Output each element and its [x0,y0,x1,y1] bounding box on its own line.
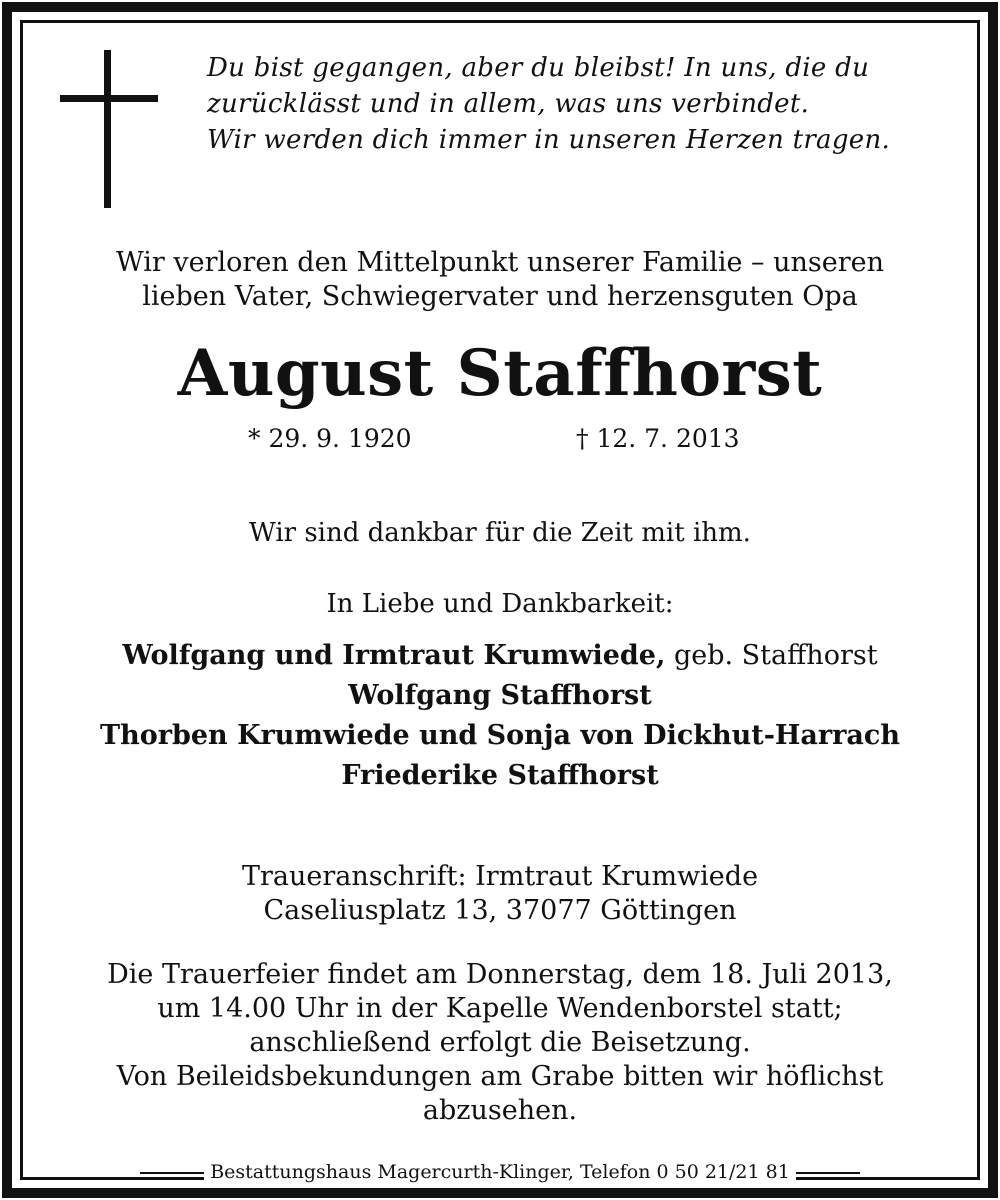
birth-date: * 29. 9. 1920 [248,424,412,453]
address-line: Traueranschrift: Irmtraut Krumwiede [241,861,759,892]
intro-text [40,246,960,314]
family-names: Wolfgang und Irmtraut Krumwiede, [122,640,666,671]
mourning-address [40,860,960,928]
family-line: Friederike Staffhorst [341,760,659,791]
cross-icon [60,50,160,210]
quote-line: Wir werden dich immer in unseren Herzen tragen. [207,125,891,155]
intro-line: Wir verloren den Mittelpunkt unserer Familie – unseren [116,247,884,278]
family-line: Wolfgang Staffhorst [348,680,652,711]
quote-line: zurücklässt und in allem, was uns verbindet. [207,89,810,119]
ceremony-line: anschließend erfolgt die Beisetzung. [249,1027,751,1058]
ceremony-line: Die Trauerfeier findet am Donnerstag, dem 18. Juli 2013, [107,959,893,990]
family-line [40,636,960,676]
ceremony-info [40,958,960,1128]
family-line: Thorben Krumwiede und Sonja von Dickhut-Harrach [100,720,900,751]
ceremony-line: um 14.00 Uhr in der Kapelle Wendenborstel statt; [157,993,843,1024]
death-date: † 12. 7. 2013 [576,424,740,453]
address-line: Caseliusplatz 13, 37077 Göttingen [263,895,737,926]
deceased-name: August Staffhorst [177,336,823,411]
memorial-quote [207,50,947,158]
quote-line: Du bist gegangen, aber du bleibst! In uns, die du [207,53,870,83]
ceremony-line: abzusehen. [422,1095,578,1126]
thanks-line: Wir sind dankbar für die Zeit mit ihm. [249,518,751,548]
intro-line: lieben Vater, Schwiegervater und herzensguten Opa [142,281,858,312]
maiden-name-note: geb. Staffhorst [673,640,878,671]
cross-vertical-bar [104,50,111,208]
family-list [40,636,960,796]
funeral-home-footer [140,1158,860,1186]
love-line: In Liebe und Dankbarkeit: [326,589,674,619]
ceremony-line: Von Beileidsbekundungen am Grabe bitten wir höflichst [116,1061,884,1092]
cross-horizontal-bar [60,95,158,102]
funeral-home-contact: Bestattungshaus Magercurth-Klinger, Telefon 0 50 21/21 81 [204,1158,796,1186]
